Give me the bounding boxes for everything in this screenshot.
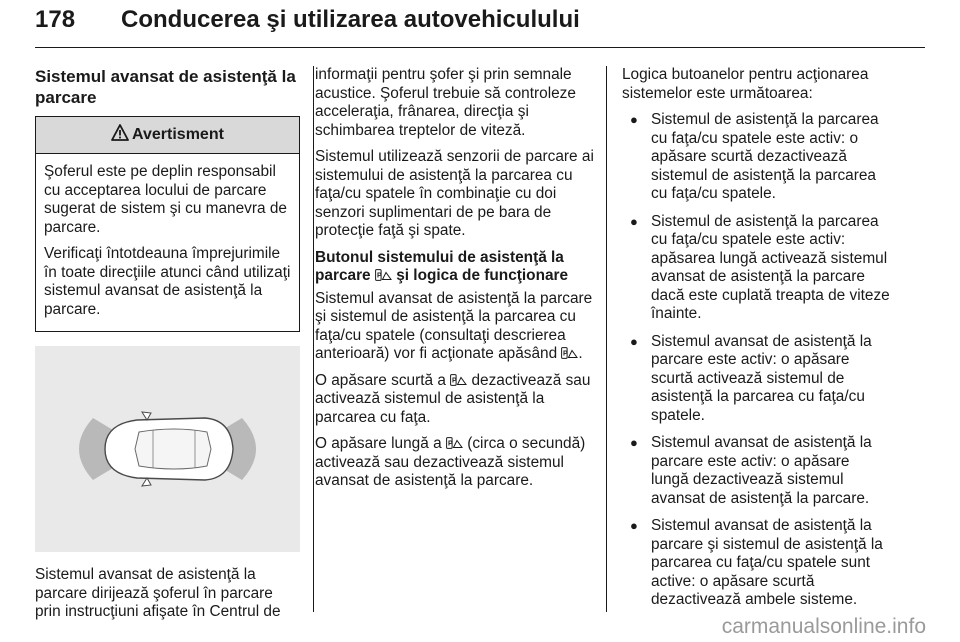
text: O apăsare scurtă a	[315, 371, 446, 389]
car-roof	[135, 429, 211, 469]
paragraph: Logica butoanelor pentru acţionarea sistemelor este următoarea:	[622, 66, 869, 102]
car-mirror	[142, 412, 151, 420]
warning-box	[35, 116, 300, 332]
column-middle	[315, 66, 595, 499]
warning-paragraph: Şoferul este pe deplin responsabil cu acceptarea locului de parcare sugerat de sistem şi cu manevra de parcare.	[44, 163, 287, 236]
chapter-title: Conducerea şi utilizarea autovehiculului	[121, 6, 580, 33]
park-assist-icon	[446, 437, 463, 449]
paragraph	[315, 372, 595, 428]
list-item: ● Sistemul avansat de asistenţă la parcare şi sistemul de asistenţă la parcarea cu faţa/cu spatele sunt active: o apăsare scurtă dezactivează ambele sisteme.	[622, 517, 890, 610]
park-assist-icon	[450, 374, 467, 386]
bullet-list	[622, 111, 890, 610]
paragraph: Sistemul utilizează senzorii de parcare ai sistemului de asistenţă la parcarea cu faţa/cu spatele în combinaţie cu doi senzori suplimentari de pe bara de protecţie faţă şi spate.	[315, 148, 594, 239]
list-item: ● Sistemul de asistenţă la parcarea cu faţa/cu spatele este activ: apăsarea lungă activează sistemul avansat de asistenţă la parcare dacă este cuplată treapta de viteze înainte.	[622, 213, 890, 324]
warning-triangle-icon	[111, 124, 129, 147]
watermark: carmanualsonline.info	[721, 615, 926, 638]
paragraph: informaţii pentru şofer şi prin semnale acustice. Şoferul trebuie să controleze acceleraţia, frânarea, direcţia şi schimbarea treptelor de viteză.	[315, 66, 576, 139]
subheading	[315, 249, 595, 286]
list-item: ● Sistemul avansat de asistenţă la parcare este activ: o apăsare lungă dezactivează sistemul avansat de asistenţă la parcare.	[622, 434, 890, 508]
warning-body	[36, 154, 299, 331]
text: .	[578, 345, 583, 362]
park-assist-illustration	[35, 346, 300, 552]
text: Sistemul avansat de asistenţă la parcare şi sistemul de asistenţă la parcarea cu faţa/cu spatele (consultaţi descrierea anterioară) vor fi acţionate apăsând	[315, 289, 593, 362]
park-assist-icon	[561, 347, 578, 359]
park-assist-icon	[375, 269, 392, 281]
column-right	[622, 66, 890, 619]
page-header	[35, 6, 925, 46]
page-number: 178	[35, 6, 76, 33]
figure-caption: Sistemul avansat de asistenţă la parcare dirijează şoferul în parcare prin instrucţiuni afişate în Centrul de	[35, 566, 281, 620]
list-item: ● Sistemul avansat de asistenţă la parcare este activ: o apăsare scurtă activează sistemul de asistenţă la parcarea cu faţa/cu spatele.	[622, 333, 890, 426]
warning-heading: Avertisment	[132, 125, 224, 143]
text: dezactivează sau activează sistemul de asistenţă la parcarea cu faţa.	[315, 371, 591, 426]
header-divider	[35, 47, 925, 48]
list-item: ● Sistemul de asistenţă la parcarea cu faţa/cu spatele este activ: o apăsare scurtă dezactivează sistemul de asistenţă la parcarea cu faţa/cu spatele.	[622, 111, 890, 204]
subheading-text: şi logica de funcţionare	[396, 267, 569, 284]
paragraph	[315, 290, 595, 364]
car-mirror	[142, 478, 151, 486]
column-divider	[313, 66, 314, 612]
column-divider	[606, 66, 607, 612]
column-left	[35, 66, 300, 630]
text: O apăsare lungă a	[315, 435, 442, 452]
text: (circa o secundă) activează sau dezactivează sistemul avansat de asistenţă la parcare.	[315, 435, 586, 489]
warning-paragraph: Verificaţi întotdeauna împrejurimile în toate direcţiile atunci când utilizaţi sistemul avansat de asistenţă la parcare.	[44, 245, 291, 318]
warning-header	[36, 117, 299, 154]
section-title: Sistemul avansat de asistenţă la parcare	[35, 67, 296, 107]
subheading-text: Butonul sistemului de asistenţă la parcare	[315, 248, 564, 284]
paragraph	[315, 435, 595, 491]
